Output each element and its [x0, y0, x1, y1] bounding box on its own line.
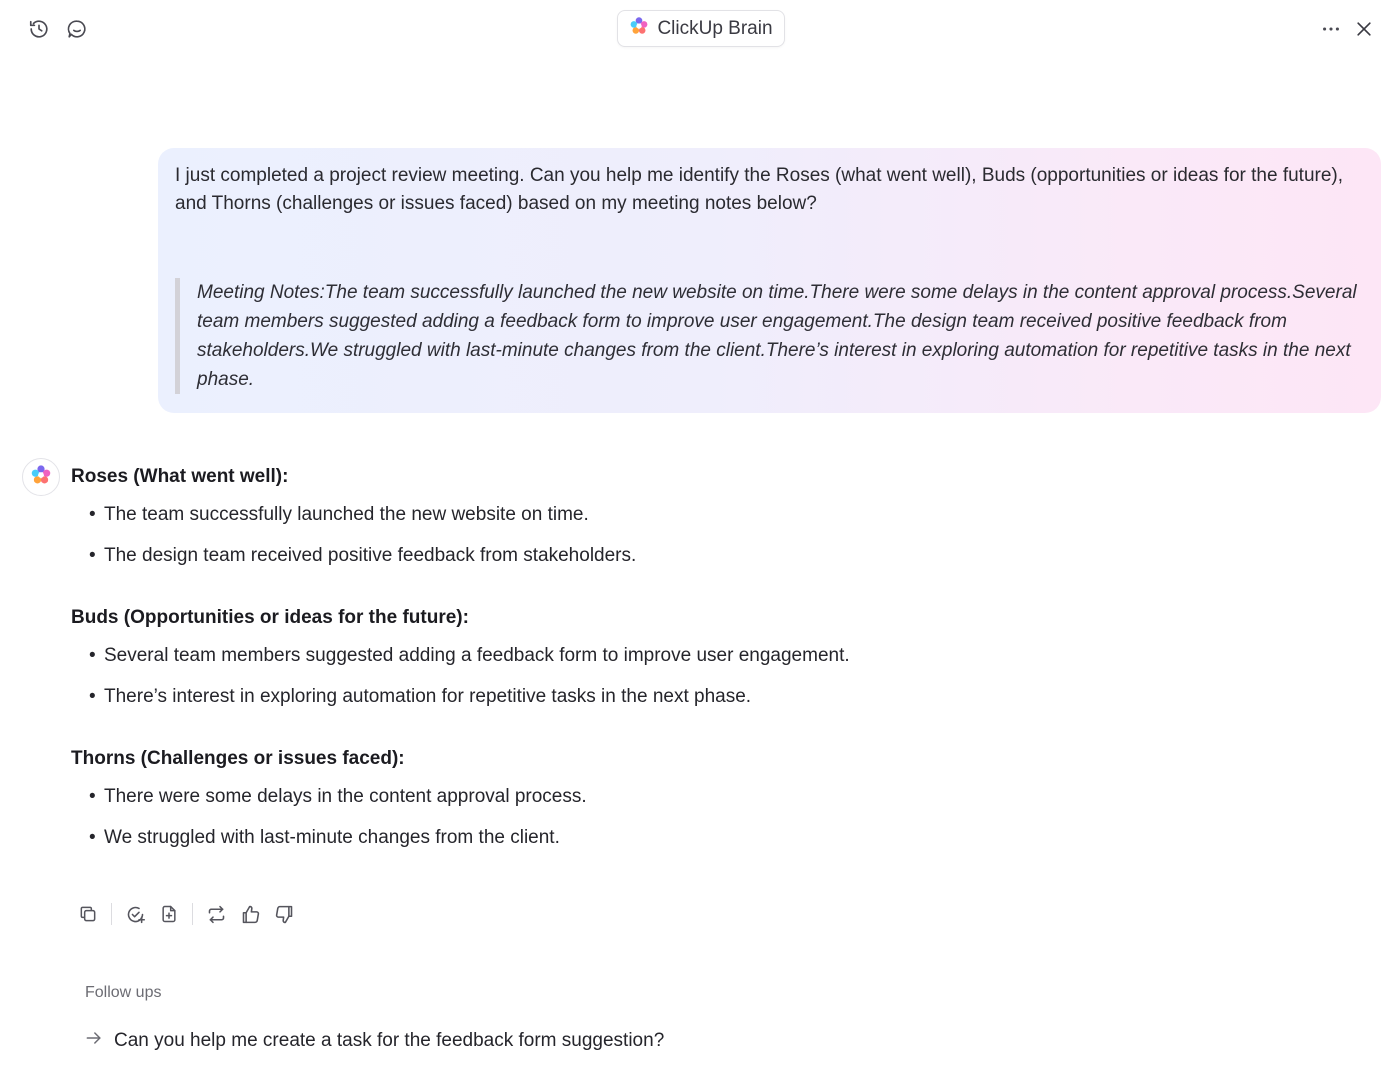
list-item [71, 682, 1321, 712]
list-item [71, 500, 1321, 530]
followup-text: Can you help me create a task for the feedback form suggestion? [114, 1029, 665, 1051]
top-bar [0, 0, 1400, 58]
list-item-text: There were some delays in the content approval process. [104, 786, 587, 807]
list-item [71, 641, 1321, 671]
clickup-brain-logo-icon [629, 16, 649, 41]
new-chat-icon[interactable] [63, 15, 91, 43]
response-actions-toolbar [74, 899, 298, 929]
buds-section [71, 603, 1321, 712]
meeting-notes-quote [175, 278, 1365, 394]
toolbar-divider [192, 903, 193, 925]
assistant-response [71, 462, 1321, 864]
bullet-dot: • [89, 545, 96, 566]
list-item [71, 541, 1321, 571]
copy-icon[interactable] [74, 900, 102, 928]
regenerate-icon[interactable] [202, 900, 230, 928]
close-icon[interactable] [1350, 15, 1378, 43]
bullet-dot: • [89, 645, 96, 666]
section-heading: Roses (What went well): [71, 466, 289, 487]
list-item-text: Several team members suggested adding a feedback form to improve user engagement. [104, 645, 850, 666]
roses-section [71, 462, 1321, 571]
section-heading: Thorns (Challenges or issues faced): [71, 748, 405, 769]
history-icon[interactable] [25, 15, 53, 43]
create-task-icon[interactable] [121, 900, 149, 928]
toolbar-divider [111, 903, 112, 925]
bullet-dot: • [89, 504, 96, 525]
bullet-list [71, 500, 1321, 571]
list-item [71, 782, 1321, 812]
list-item-text: The design team received positive feedback from stakeholders. [104, 545, 637, 566]
section-heading: Buds (Opportunities or ideas for the future): [71, 607, 469, 628]
user-prompt-text: I just completed a project review meeting. Can you help me identify the Roses (what went well), Buds (opportunities or ideas for the future), and Thorns (challenges or issues faced) based on my meeting notes below? [175, 165, 1344, 214]
list-item-text: The team successfully launched the new website on time. [104, 504, 589, 525]
bullet-dot: • [89, 786, 96, 807]
add-doc-icon[interactable] [155, 900, 183, 928]
list-item [71, 823, 1321, 853]
thumbs-down-icon[interactable] [270, 900, 298, 928]
user-message-bubble [158, 148, 1381, 413]
bullet-dot: • [89, 686, 96, 707]
followup-suggestion[interactable] [84, 1028, 664, 1053]
more-icon[interactable] [1317, 15, 1345, 43]
list-item-text: We struggled with last-minute changes from the client. [104, 827, 560, 848]
meeting-notes-text: Meeting Notes:The team successfully launched the new website on time.There were some delays in the content approval process.Several team members suggested adding a feedback form to improve user engagement.The design team received positive feedback from stakeholders.We struggled with last-minute changes from the client.There’s interest in exploring automation for repetitive tasks in the next phase. [197, 282, 1357, 390]
list-item-text: There’s interest in exploring automation for repetitive tasks in the next phase. [104, 686, 752, 707]
bullet-list [71, 641, 1321, 712]
clickup-brain-logo-icon [30, 464, 52, 491]
assistant-avatar [22, 458, 60, 496]
bullet-list [71, 782, 1321, 853]
arrow-right-icon [84, 1028, 104, 1053]
thorns-section [71, 744, 1321, 853]
chat-title: ClickUp Brain [657, 17, 773, 39]
bullet-dot: • [89, 827, 96, 848]
thumbs-up-icon[interactable] [236, 900, 264, 928]
chat-title-pill[interactable] [617, 10, 785, 47]
followups-label: Follow ups [85, 984, 162, 1001]
